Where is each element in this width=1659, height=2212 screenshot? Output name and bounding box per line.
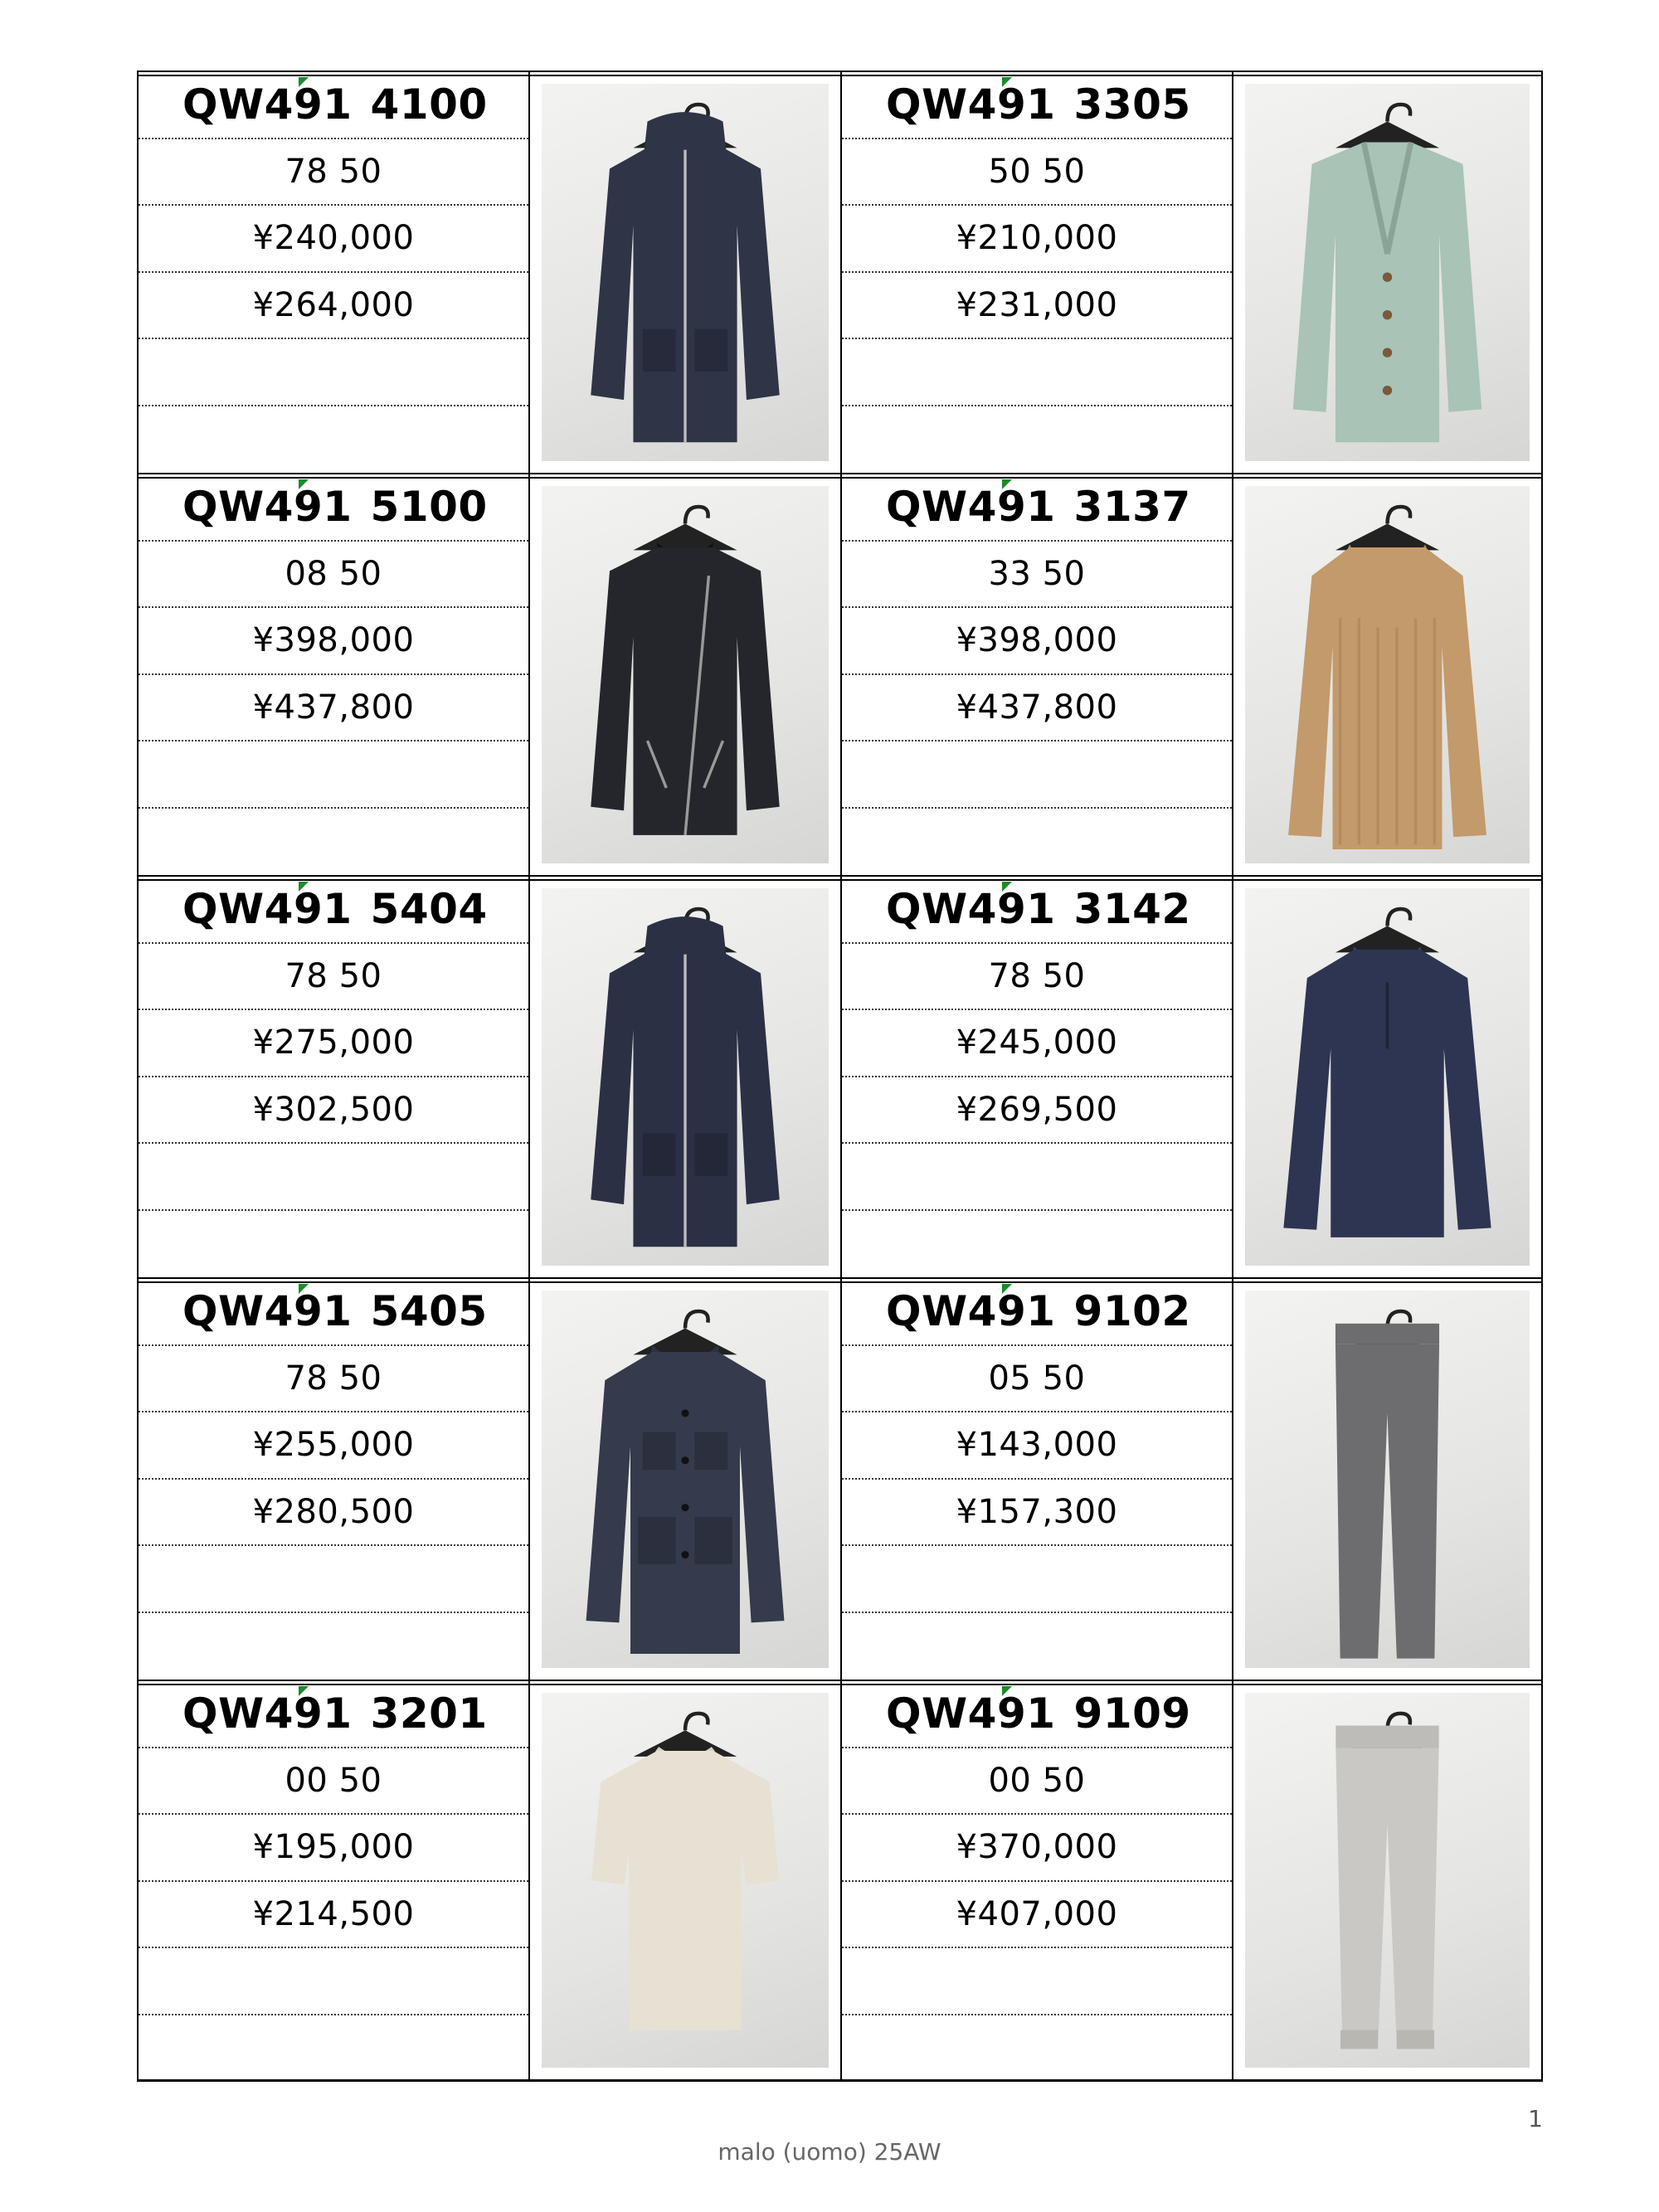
product-code-prefix: QW491 xyxy=(886,1287,1056,1336)
price: ¥245,000 xyxy=(842,1010,1232,1077)
blank-line xyxy=(139,741,528,809)
price-with-tax: ¥437,800 xyxy=(842,675,1232,742)
product-code xyxy=(842,72,1232,139)
price: ¥275,000 xyxy=(139,1010,528,1077)
color-size-code: 05 50 xyxy=(842,1346,1232,1413)
product-code-suffix: 5405 xyxy=(370,1287,488,1336)
comment-marker-icon xyxy=(299,1284,309,1294)
color-size-code: 78 50 xyxy=(139,944,528,1011)
product-photo-cell xyxy=(528,877,840,1277)
price: ¥370,000 xyxy=(842,1815,1232,1882)
product-code xyxy=(139,474,528,542)
product-code-prefix: QW491 xyxy=(182,885,353,934)
color-size-code: 50 50 xyxy=(842,139,1232,207)
right-item-info xyxy=(840,72,1232,473)
product-photo-cell xyxy=(528,1279,840,1680)
right-item-info xyxy=(840,1681,1232,2079)
hooded-zip-jacket-photo xyxy=(542,888,829,1266)
product-photo-cell xyxy=(528,474,840,875)
blank-line xyxy=(842,406,1232,474)
price: ¥210,000 xyxy=(842,206,1232,273)
product-code-prefix: QW491 xyxy=(182,1287,353,1336)
blank-line xyxy=(842,741,1232,809)
product-code-prefix: QW491 xyxy=(886,483,1056,532)
comment-marker-icon xyxy=(1002,882,1012,892)
catalog-row xyxy=(137,1277,1543,1680)
product-code xyxy=(139,877,528,944)
product-code xyxy=(842,474,1232,542)
footer-collection-label: malo (uomo) 25AW xyxy=(718,2138,941,2166)
product-code xyxy=(842,877,1232,944)
collar-sweater-photo xyxy=(1245,486,1530,863)
hooded-zip-jacket-photo xyxy=(542,84,829,461)
blank-line xyxy=(139,1211,528,1278)
jogger-pants-photo xyxy=(1245,1693,1530,2068)
price-with-tax: ¥407,000 xyxy=(842,1882,1232,1949)
left-item-info xyxy=(137,1279,528,1680)
product-code xyxy=(842,1279,1232,1346)
price-with-tax: ¥214,500 xyxy=(139,1882,528,1949)
price-with-tax: ¥157,300 xyxy=(842,1480,1232,1547)
price: ¥143,000 xyxy=(842,1412,1232,1480)
product-code-prefix: QW491 xyxy=(886,1689,1056,1738)
blank-line xyxy=(842,339,1232,406)
right-item-info xyxy=(840,877,1232,1277)
product-code-suffix: 3137 xyxy=(1073,483,1191,532)
blank-line xyxy=(842,1144,1232,1211)
product-code xyxy=(139,1681,528,1748)
comment-marker-icon xyxy=(299,479,309,489)
price-with-tax: ¥264,000 xyxy=(139,273,528,340)
shirt-jacket-photo xyxy=(542,1291,829,1668)
color-size-code: 78 50 xyxy=(842,944,1232,1011)
blank-line xyxy=(139,2015,528,2083)
price: ¥398,000 xyxy=(139,608,528,675)
short-sleeve-knit-photo xyxy=(542,1693,829,2068)
price: ¥398,000 xyxy=(842,608,1232,675)
catalog-row xyxy=(137,473,1543,875)
product-photo-cell xyxy=(1232,474,1543,875)
product-code-prefix: QW491 xyxy=(886,885,1056,934)
product-code-prefix: QW491 xyxy=(182,1689,353,1738)
catalog-table xyxy=(137,70,1543,2082)
product-photo-cell xyxy=(1232,1681,1543,2079)
blank-line xyxy=(842,1613,1232,1680)
product-code-prefix: QW491 xyxy=(886,80,1056,129)
color-size-code: 00 50 xyxy=(842,1748,1232,1816)
blank-line xyxy=(139,1546,528,1613)
color-size-code: 78 50 xyxy=(139,139,528,207)
product-photo-cell xyxy=(1232,1279,1543,1680)
comment-marker-icon xyxy=(1002,479,1012,489)
product-code-suffix: 4100 xyxy=(370,80,488,129)
blank-line xyxy=(842,809,1232,876)
product-code-suffix: 3201 xyxy=(370,1689,488,1738)
polo-sweater-photo xyxy=(1245,888,1530,1266)
blank-line xyxy=(842,1546,1232,1613)
product-code-suffix: 5404 xyxy=(370,885,488,934)
price: ¥240,000 xyxy=(139,206,528,273)
trousers-photo xyxy=(1245,1291,1530,1668)
product-code-suffix: 9109 xyxy=(1073,1689,1191,1738)
price-with-tax: ¥231,000 xyxy=(842,273,1232,340)
catalog-row xyxy=(137,875,1543,1277)
comment-marker-icon xyxy=(1002,1284,1012,1294)
price: ¥255,000 xyxy=(139,1412,528,1480)
price-with-tax: ¥302,500 xyxy=(139,1077,528,1145)
blank-line xyxy=(139,406,528,474)
product-code-suffix: 9102 xyxy=(1073,1287,1191,1336)
rider-jacket-photo xyxy=(542,486,829,863)
product-photo-cell xyxy=(528,72,840,473)
product-photo-cell xyxy=(1232,877,1543,1277)
color-size-code: 33 50 xyxy=(842,542,1232,609)
product-photo-cell xyxy=(1232,72,1543,473)
product-code-prefix: QW491 xyxy=(182,483,353,532)
color-size-code: 00 50 xyxy=(139,1748,528,1816)
blank-line xyxy=(842,2015,1232,2083)
product-code-suffix: 3305 xyxy=(1073,80,1191,129)
color-size-code: 08 50 xyxy=(139,542,528,609)
product-code-prefix: QW491 xyxy=(182,80,353,129)
right-item-info xyxy=(840,474,1232,875)
product-code xyxy=(842,1681,1232,1748)
price-with-tax: ¥280,500 xyxy=(139,1480,528,1547)
comment-marker-icon xyxy=(1002,1686,1012,1696)
product-code xyxy=(139,72,528,139)
comment-marker-icon xyxy=(299,1686,309,1696)
blank-line xyxy=(139,809,528,876)
price-with-tax: ¥269,500 xyxy=(842,1077,1232,1145)
blank-line xyxy=(842,1948,1232,2015)
left-item-info xyxy=(137,1681,528,2079)
left-item-info xyxy=(137,877,528,1277)
product-code-suffix: 3142 xyxy=(1073,885,1191,934)
left-item-info xyxy=(137,474,528,875)
left-item-info xyxy=(137,72,528,473)
price-with-tax: ¥437,800 xyxy=(139,675,528,742)
price: ¥195,000 xyxy=(139,1815,528,1882)
blank-line xyxy=(139,339,528,406)
color-size-code: 78 50 xyxy=(139,1346,528,1413)
product-code-suffix: 5100 xyxy=(370,483,488,532)
blank-line xyxy=(842,1211,1232,1278)
cardigan-photo xyxy=(1245,84,1530,461)
product-photo-cell xyxy=(528,1681,840,2079)
product-code xyxy=(139,1279,528,1346)
comment-marker-icon xyxy=(299,77,309,87)
catalog-row xyxy=(137,70,1543,473)
blank-line xyxy=(139,1144,528,1211)
page-number: 1 xyxy=(1528,2105,1543,2132)
catalog-row xyxy=(137,1680,1543,2082)
comment-marker-icon xyxy=(299,882,309,892)
right-item-info xyxy=(840,1279,1232,1680)
blank-line xyxy=(139,1613,528,1680)
comment-marker-icon xyxy=(1002,77,1012,87)
blank-line xyxy=(139,1948,528,2015)
